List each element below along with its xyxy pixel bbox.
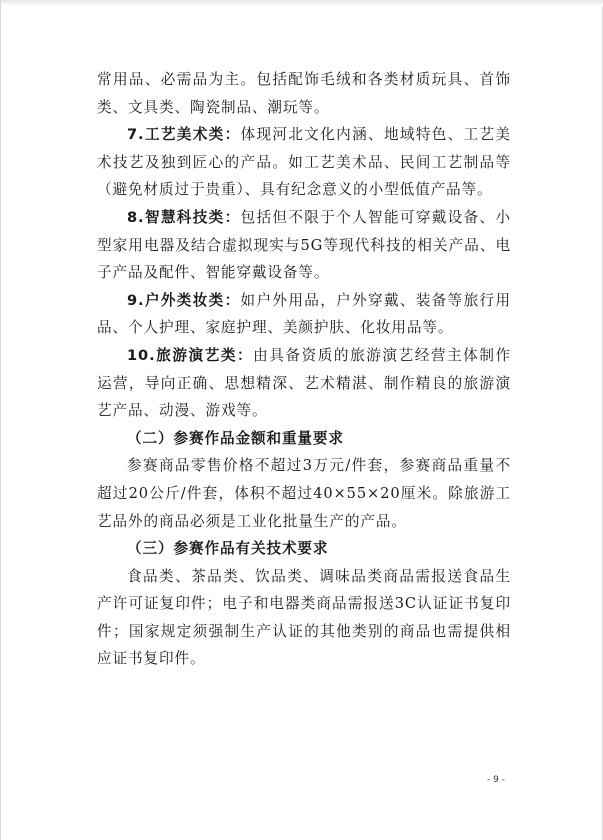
category-7-title: 工艺美术类 — [144, 126, 225, 144]
category-7-colon: ： — [224, 126, 241, 144]
category-9-colon: ： — [224, 291, 241, 309]
section-2-body: 参赛商品零售价格不超过3万元/件套，参赛商品重量不超过20公斤/件套，体积不超过40×55×20厘米。除旅游工艺品外的商品必须是工业化批量生产的产品。 — [97, 457, 511, 530]
category-8-title: 智慧科技类 — [144, 208, 225, 226]
document-body — [97, 66, 511, 673]
category-8-paragraph — [97, 204, 511, 287]
category-10-colon: ： — [237, 346, 254, 364]
category-10-text: 由具备资质的旅游演艺经营主体制作运营，导向正确、思想精深、艺术精湛、制作精良的旅游演艺产品、动漫、游戏等。 — [97, 346, 511, 420]
category-10-title: 旅游演艺类 — [155, 346, 237, 364]
category-8-number: 8. — [127, 208, 145, 226]
category-7-number: 7. — [127, 126, 145, 144]
page-number: - 9 - — [487, 775, 505, 785]
category-9-title: 户外类妆类 — [144, 291, 225, 309]
category-9-number: 9. — [127, 291, 145, 309]
category-10-number: 10. — [127, 346, 156, 364]
category-7-paragraph — [97, 121, 511, 204]
category-9-paragraph — [97, 287, 511, 342]
section-3-body: 食品类、茶品类、饮品类、调味品类商品需报送食品生产许可证复印件；电子和电器类商品需报送3C认证证书复印件；国家规定须强制生产认证的其他类别的商品也需提供相应证书复印件。 — [97, 567, 511, 668]
category-8-colon: ： — [224, 208, 241, 226]
page-top-edge — [1, 0, 603, 6]
category-9-text: 如户外用品，户外穿戴、装备等旅行用品、个人护理、家庭护理、美颜护肤、化妆用品等。 — [97, 291, 511, 337]
section-2-heading: （二）参赛作品金额和重量要求 — [127, 429, 344, 447]
intro-continuation-paragraph: 常用品、必需品为主。包括配饰毛绒和各类材质玩具、首饰类、文具类、陶瓷制品、潮玩等。 — [97, 71, 511, 116]
category-8-text: 包括但不限于个人智能可穿戴设备、小型家用电器及结合虚拟现实与5G等现代科技的相关产品、电子产品及配件、智能穿戴设备等。 — [97, 208, 511, 282]
section-3-heading: （三）参赛作品有关技术要求 — [127, 540, 329, 558]
category-10-paragraph — [97, 342, 511, 425]
category-7-text: 体现河北文化内涵、地域特色、工艺美术技艺及独到匠心的产品。如工艺美术品、民间工艺制品等（避免材质过于贵重）、具有纪念意义的小型低值产品等。 — [97, 126, 511, 199]
